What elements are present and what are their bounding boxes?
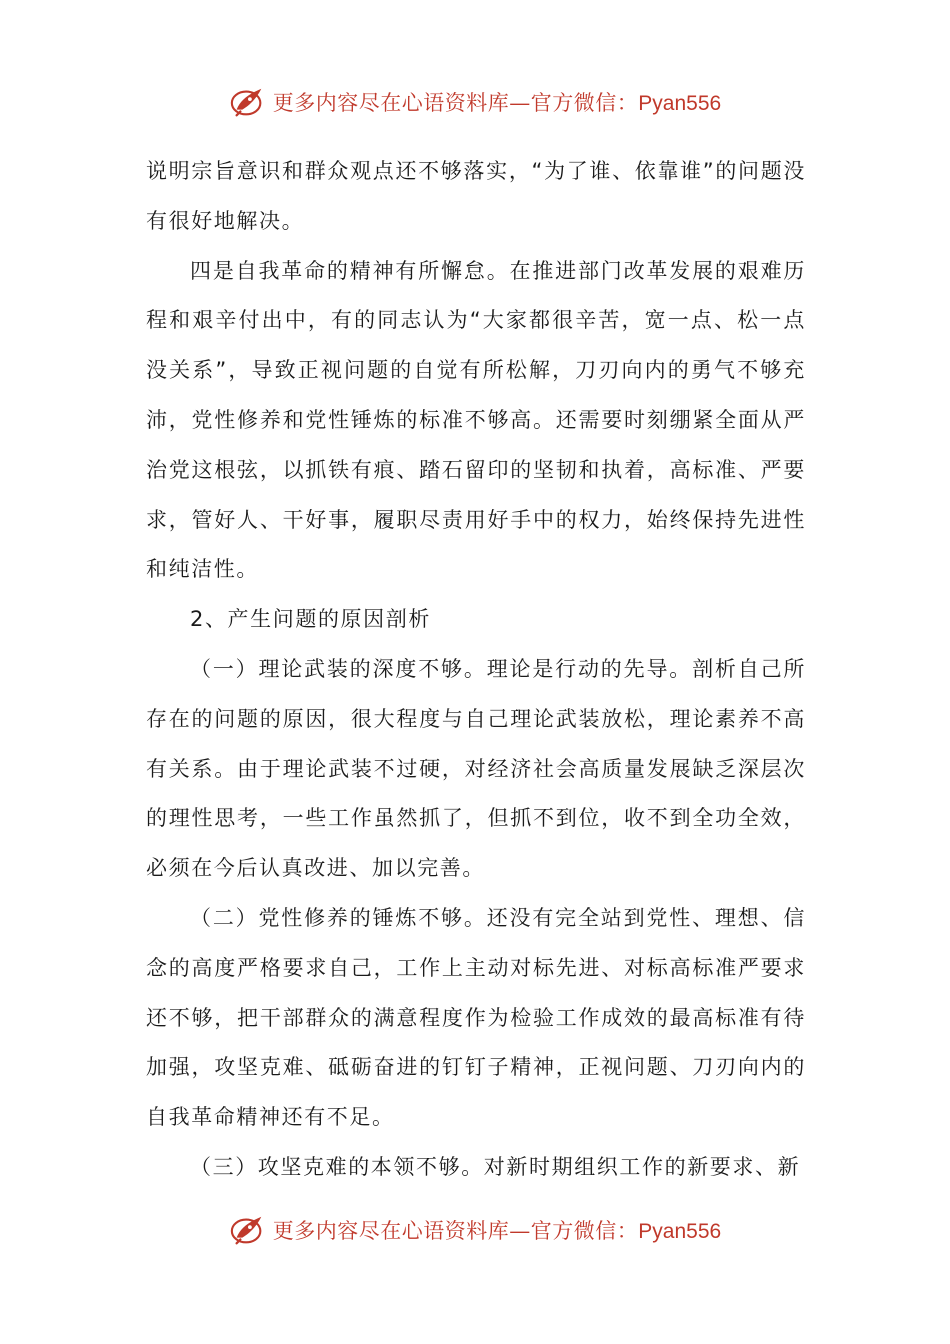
paragraph-party-spirit: （二）党性修养的锤炼不够。还没有完全站到党性、理想、信念的高度严格要求自己，工作上主动对标先进、对标高标准严要求还不够，把干部群众的满意程度作为检验工作成效的最高标准有待加强，攻坚克难、砥砺奋进的钉钉子精神，正视问题、刀刃向内的自我革命精神还有不足。	[146, 905, 806, 1130]
watermark-slogan: 更多内容尽在心语资料库—官方微信：	[272, 91, 639, 115]
watermark-footer	[0, 1208, 950, 1252]
watermark-wechat-id: Pyan556	[638, 1220, 722, 1243]
paragraph-self-revolution: 四是自我革命的精神有所懈怠。在推进部门改革发展的艰难历程和艰辛付出中，有的同志认为“大家都很辛苦，宽一点、松一点没关系”，导致正视问题的自觉有所松解，刀刃向内的勇气不够充沛，党性修养和党性锤炼的标准不够高。还需要时刻绷紧全面从严治党这根弦，以抓铁有痕、踏石留印的坚韧和执着，高标准、严要求，管好人、干好事，履职尽责用好手中的权力，始终保持先进性和纯洁性。	[146, 258, 806, 582]
section-heading-cause-analysis: 2、产生问题的原因剖析	[190, 607, 431, 632]
watermark-text	[273, 87, 721, 117]
watermark-text	[273, 1215, 721, 1245]
watermark-header	[0, 80, 950, 124]
paragraph-continuation: 说明宗旨意识和群众观点还不够落实，“为了谁、依靠谁”的问题没有很好地解决。	[146, 159, 806, 233]
watermark-wechat-id: Pyan556	[638, 92, 722, 115]
pen-nib-logo-icon	[229, 83, 267, 121]
watermark-slogan: 更多内容尽在心语资料库—官方微信：	[272, 1219, 639, 1243]
document-body	[146, 147, 806, 1193]
paragraph-capability: （三）攻坚克难的本领不够。对新时期组织工作的新要求、新	[190, 1154, 801, 1179]
pen-nib-logo-icon	[229, 1211, 267, 1249]
paragraph-theory: （一）理论武装的深度不够。理论是行动的先导。剖析自己所存在的问题的原因，很大程度与自己理论武装放松，理论素养不高有关系。由于理论武装不过硬，对经济社会高质量发展缺乏深层次的理性思考，一些工作虽然抓了，但抓不到位，收不到全功全效，必须在今后认真改进、加以完善。	[146, 656, 806, 881]
